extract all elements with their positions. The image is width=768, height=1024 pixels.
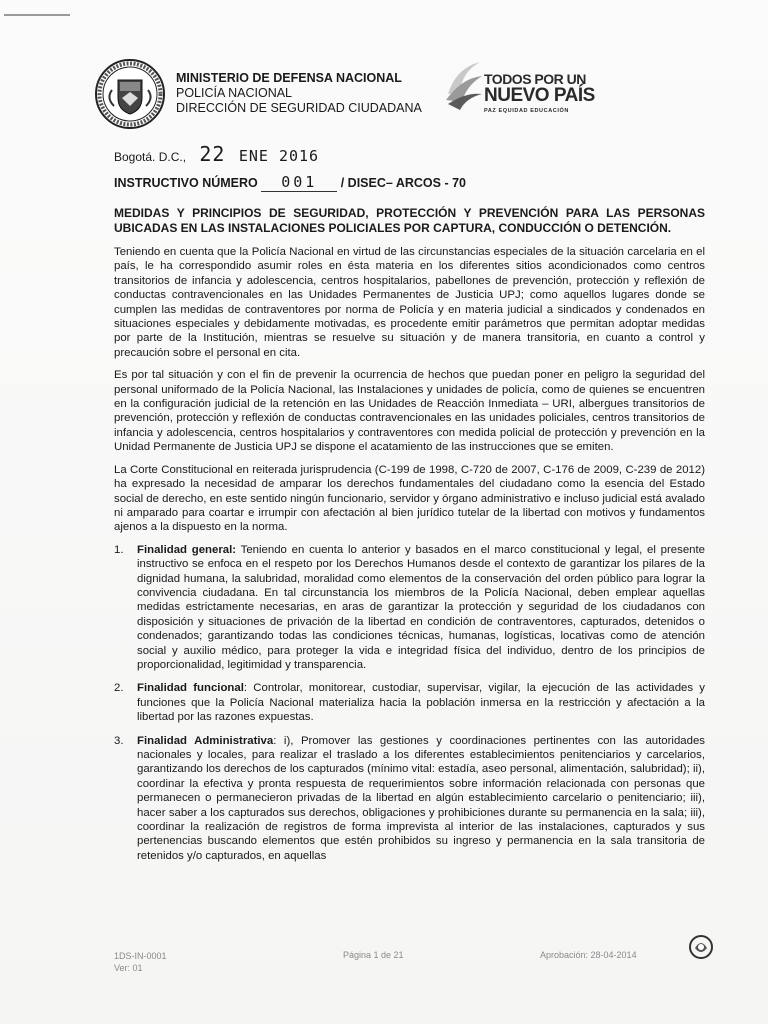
document-version: Ver: 01 (114, 963, 143, 973)
police-name: POLICÍA NACIONAL (176, 86, 293, 100)
scan-mark (4, 14, 70, 16)
instructive-code: / DISEC– ARCOS - 70 (340, 176, 466, 190)
item-body: Teniendo en cuenta lo anterior y basados en el marco constitucional y legal, el presente instructivo se enfoca en el respeto por los Derechos Humanos desde el contexto de garantizar los pilares de la dignidad humana, la salubridad, moralidad como elementos de la conservación del orden público para lograr la convivencia ciudadana. En tal circunstancia los miembros de la Policía Nacional, deben emplear aquellas medidas estrictamente necesarias, en aras de garantizar la protección y seguridad de los ciudadanos con disposición y situaciones de privación de la libertad en condición de contraventores, capturados, detenidos o condenados; garantizando todas las condiciones técnicas, humanas, logísticas, locativas como de atención social y auxilio médico, para proteger la vida e integridad física del individuo, dentro de los principios de proporcionalidad, legitimidad y transparencia. (137, 543, 705, 671)
approval-date: Aprobación: 28-04-2014 (540, 950, 637, 960)
logo-line3: PAZ EQUIDAD EDUCACIÓN (484, 108, 569, 114)
document-code: 1DS-IN-0001 (114, 951, 167, 961)
national-police-seal-icon (94, 58, 166, 130)
item-number: 1. (114, 543, 124, 556)
instructive-number: 001 (261, 173, 337, 192)
instructive-label: INSTRUCTIVO NÚMERO (114, 176, 258, 190)
instructive-line (114, 173, 466, 192)
item-text (137, 543, 705, 673)
paragraph: Teniendo en cuenta que la Policía Nacional en virtud de las circunstancias especiales de la situación carcelaria en el país, le ha correspondido asumir roles en ésta materia en los diferentes sitios acondicionados como centros transitorios de infancia y adolescencia, centros hospitalarios, pabellones de prevención, protección y reflexión de conductas contravencionales en las Unidades Permanentes de Justicia UPJ; como aquellos lugares donde se cumplen las medidas de contraventores por norma de Policía y en materia judicial a sindicados y condenados en situaciones especiales y debidamente motivadas, es procedente emitir parámetros que permitan adoptar medidas por parte de la Institución, mientras se resuelve su situación y de manera transitoria, en cuanto a control y precaución sobre el personal en cita. (114, 246, 705, 359)
item-text (137, 734, 705, 864)
date-month-stamp: ENE 2016 (238, 147, 320, 165)
paragraph: Es por tal situación y con el fin de prevenir la ocurrencia de hechos que puedan poner en peligro la seguridad del personal uniformado de la Policía Nacional, las Instalaciones y unidades de policía, como de quienes se encuentren en la configuración judicial de la retención en las Unidades de Reacción Inmediata – URI, albergues transitorios de prevención, protección y reflexión de conductas contravencionales en las unidades policiales, centros transitorios de infancia y adolescencia, centros hospitalarios y contraventores con medida policial de protección y prevención en la Unidad Permanente de Justicia UPJ se dispone el acatamiento de las instrucciones que se emiten. (114, 369, 705, 454)
date-line (114, 142, 319, 166)
footer-code-block (114, 950, 167, 974)
quality-certification-icon (688, 934, 714, 960)
document-title: MEDIDAS Y PRINCIPIOS DE SEGURIDAD, PROTECCIÓN Y PREVENCIÓN PARA LAS PERSONAS UBICADAS EN LAS INSTALACIONES POLICIALES POR CAPTURA, CONDUCCIÓN O DETENCIÓN. (114, 206, 705, 235)
logo-line2: NUEVO PAÍS (484, 85, 595, 106)
item-body: : Controlar, monitorear, custodiar, supervisar, vigilar, la ejecución de las actividades y funciones que la Policía Nacional materializa hacia la población inmersa en la restricción y afectación a la libertad por las razones expuestas. (137, 682, 705, 724)
item-text (137, 681, 705, 724)
ministry-header (176, 71, 422, 116)
ministry-name: MINISTERIO DE DEFENSA NACIONAL (176, 71, 402, 85)
city: Bogotá. D.C., (114, 150, 187, 164)
item-body: : i), Promover las gestiones y coordinaciones pertinentes con las autoridades nacionales y locales, para realizar el traslado a los diferentes establecimientos penitenciarios y carcelarios, garantizando los derechos de los capturados (mínimo vital: estadía, aseo personal, alimentación, salubridad); ii), coordinar la efectiva y pronta respuesta de requerimientos sobre información relacionada con personas que permanecen o permanecieron privadas de la libertad en algún establecimiento carcelario o penitenciario; iii), hacer saber a los capturados sus derechos, obligaciones y prohibiciones durante su permanencia en la sala; iii), coordinar la realización de registros de forma imprevista al interior de las instalaciones, capturados y sus pertenencias buscando elementos que estén prohibidos su ingreso y permanencia en la sala transitoria de retenidos y/o capturados, en aquellas (137, 734, 705, 862)
list-item (114, 734, 705, 864)
directorate-name: DIRECCIÓN DE SEGURIDAD CIUDADANA (176, 101, 422, 115)
list-item (114, 681, 705, 724)
item-heading: Finalidad funcional (137, 682, 244, 695)
document-body (114, 206, 705, 872)
logo-line1: TODOS POR UN (484, 71, 586, 87)
date-day-stamp: 22 (199, 142, 226, 166)
page-number: Página 1 de 21 (343, 950, 404, 960)
item-heading: Finalidad Administrativa (137, 734, 274, 747)
item-heading: Finalidad general: (137, 543, 237, 556)
logo-text (484, 71, 595, 114)
list-item (114, 543, 705, 673)
item-number: 3. (114, 734, 124, 747)
paragraph: La Corte Constitucional en reiterada jurisprudencia (C-199 de 1998, C-720 de 2007, C-176 de 2009, C-239 de 2012) ha expresado la necesidad de amparar los derechos fundamentales del ciudadano como la esencia del Estado social de derecho, en este sentido ningún funcionario, servidor y órgano administrativo e incluso judicial está avalado ni amparado para coartar e irrumpir con afectación al bien jurídico tutelar de la libertad con motivos y fundamentos ajenos a la dispuesto en la norma. (114, 463, 705, 534)
item-number: 2. (114, 682, 124, 695)
